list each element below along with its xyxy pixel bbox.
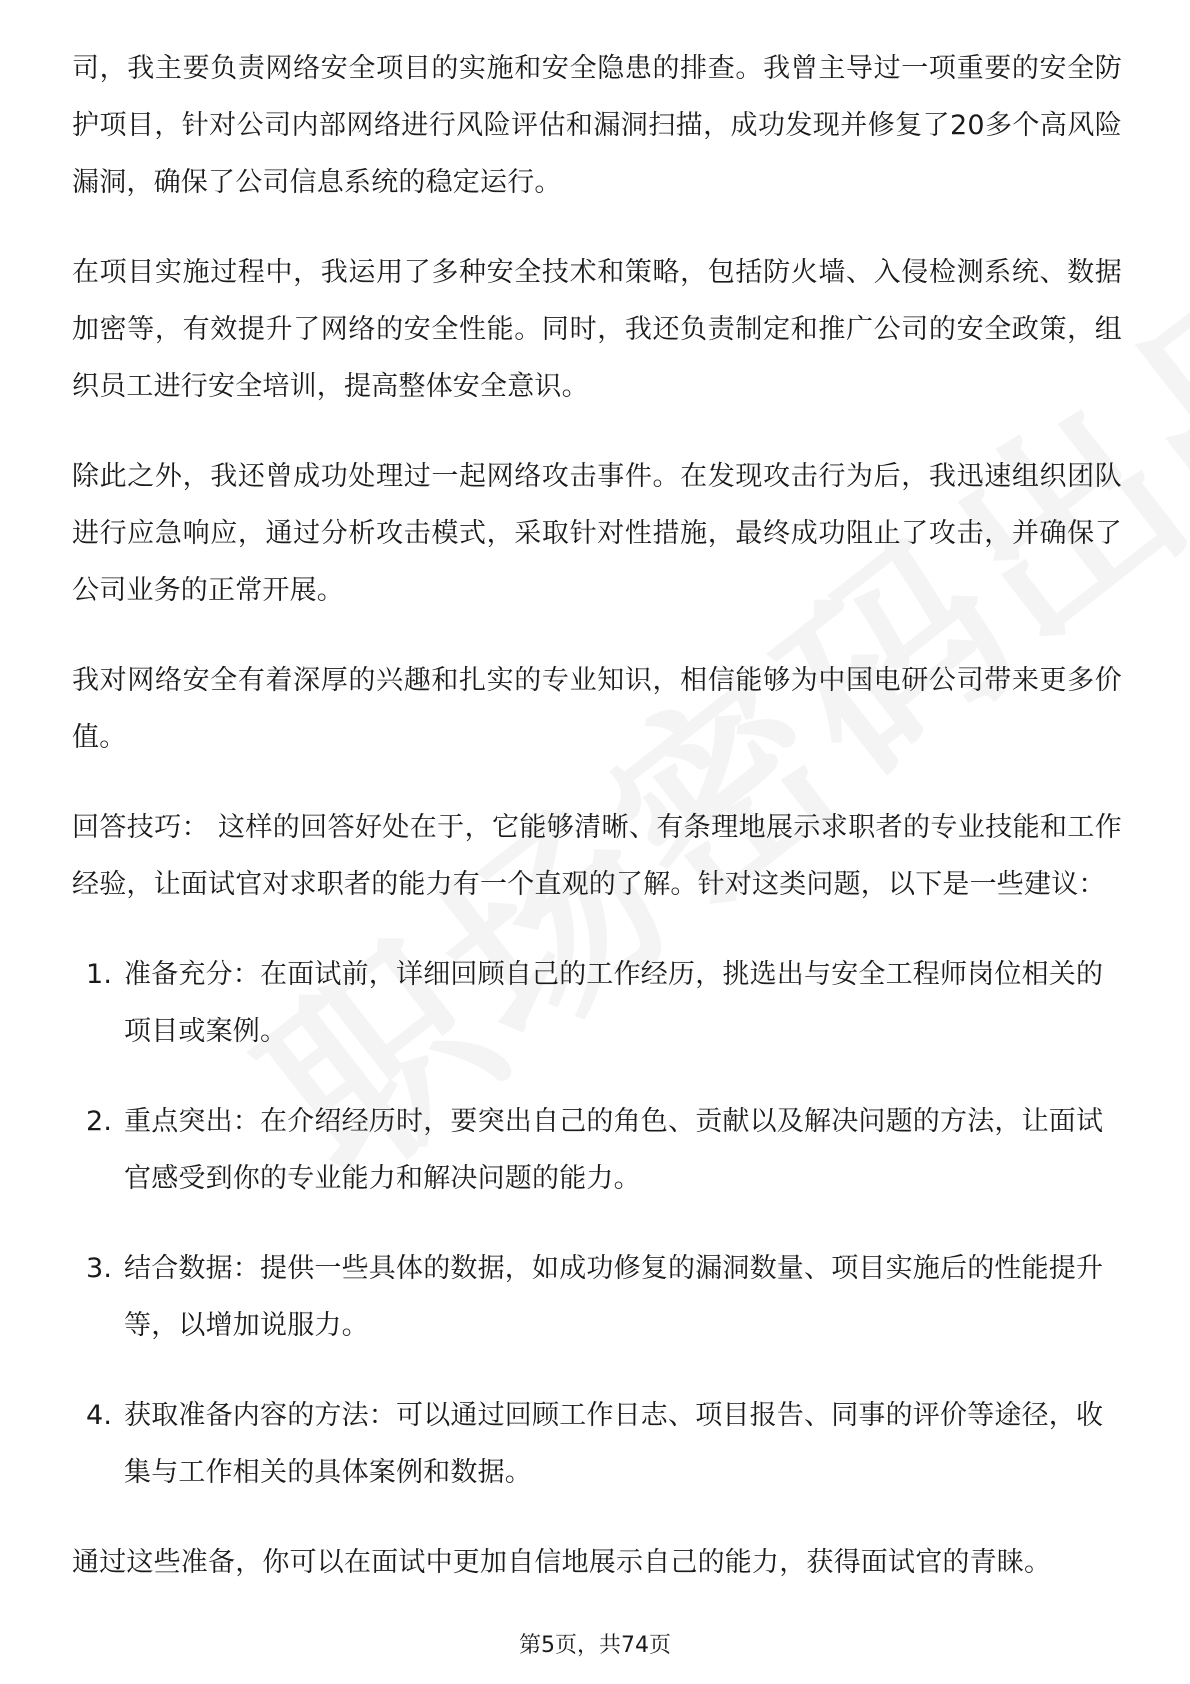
list-item-text: 结合数据：提供一些具体的数据，如成功修复的漏洞数量、项目实施后的性能提升等，以增加说服力。 xyxy=(124,1253,1104,1341)
paragraph-responsibilities: 司，我主要负责网络安全项目的实施和安全隐患的排查。我曾主导过一项重要的安全防护项目，针对公司内部网络进行风险评估和漏洞扫描，成功发现并修复了20多个高风险漏洞，确保了公司信息系统的稳定运行。 xyxy=(72,53,1122,198)
list-item xyxy=(72,1093,1122,1207)
list-item-text: 准备充分：在面试前，详细回顾自己的工作经历，挑选出与安全工程师岗位相关的项目或案例。 xyxy=(124,959,1104,1047)
list-item-number: 3. xyxy=(86,1253,113,1284)
list-item xyxy=(72,1387,1122,1501)
list-item-text: 重点突出：在介绍经历时，要突出自己的角色、贡献以及解决问题的方法，让面试官感受到你的专业能力和解决问题的能力。 xyxy=(124,1106,1104,1194)
paragraph-interest: 我对网络安全有着深厚的兴趣和扎实的专业知识，相信能够为中国电研公司带来更多价值。 xyxy=(72,665,1122,753)
page-content xyxy=(72,40,1122,1624)
page-number: 第5页，共74页 xyxy=(519,1633,671,1658)
paragraph-incident: 除此之外，我还曾成功处理过一起网络攻击事件。在发现攻击行为后，我迅速组织团队进行应急响应，通过分析攻击模式，采取针对性措施，最终成功阻止了攻击，并确保了公司业务的正常开展。 xyxy=(72,461,1122,606)
list-item-number: 1. xyxy=(86,959,113,990)
list-item xyxy=(72,1240,1122,1354)
list-item-number: 4. xyxy=(86,1400,113,1431)
tips-list xyxy=(72,946,1122,1501)
list-item-text: 获取准备内容的方法：可以通过回顾工作日志、项目报告、同事的评价等途径，收集与工作相关的具体案例和数据。 xyxy=(124,1400,1104,1488)
list-item xyxy=(72,946,1122,1060)
paragraph-closing: 通过这些准备，你可以在面试中更加自信地展示自己的能力，获得面试官的青睐。 xyxy=(72,1547,1052,1578)
paragraph-answer-tips: 回答技巧： 这样的回答好处在于，它能够清晰、有条理地展示求职者的专业技能和工作经验，让面试官对求职者的能力有一个直观的了解。针对这类问题，以下是一些建议： xyxy=(72,812,1122,900)
list-item-number: 2. xyxy=(86,1106,113,1137)
paragraph-techniques: 在项目实施过程中，我运用了多种安全技术和策略，包括防火墙、入侵检测系统、数据加密等，有效提升了网络的安全性能。同时，我还负责制定和推广公司的安全政策，组织员工进行安全培训，提高整体安全意识。 xyxy=(72,257,1122,402)
